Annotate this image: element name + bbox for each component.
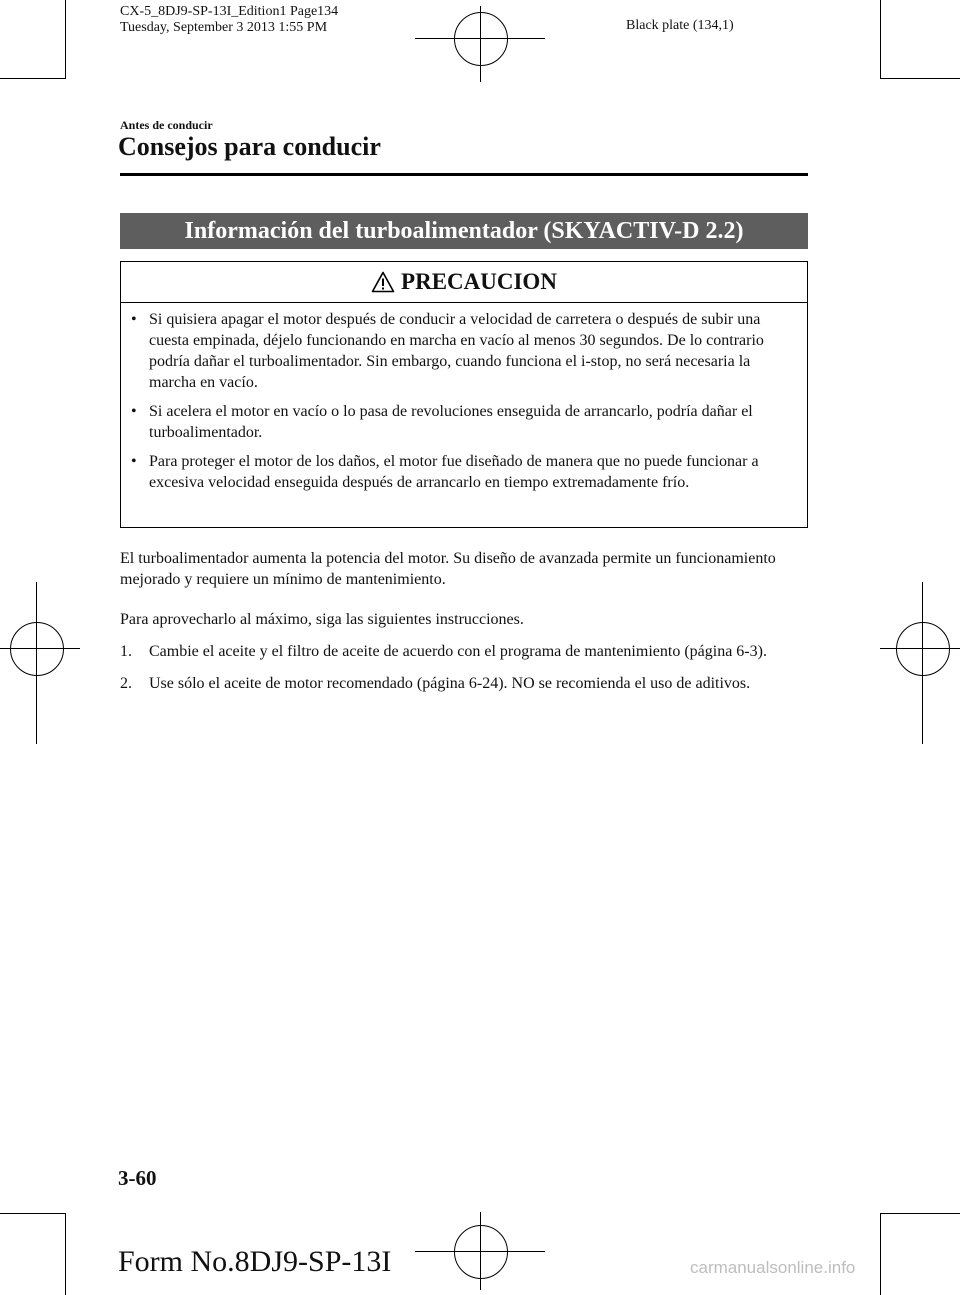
print-meta-line: Tuesday, September 3 2013 1:55 PM: [120, 20, 328, 35]
caution-item-text: Si quisiera apagar el motor después de conducir a velocidad de carretera o después de subir una cuesta empinada, déjelo funcionando en marcha en vacío al menos 30 segundos. De lo contrario podría dañar el turboalimentador. Sin embargo, cuando funciona el i-stop, no será necesaria la marcha en vacío.: [149, 311, 764, 391]
registration-circle: [454, 1225, 508, 1279]
print-metadata: [120, 4, 338, 36]
body-paragraph: El turboalimentador aumenta la potencia del motor. Su diseño de avanzada permite un funcionamiento mejorado y requiere un mínimo de mantenimiento.: [120, 550, 776, 588]
print-meta-line: CX-5_8DJ9-SP-13I_Edition1 Page134: [120, 4, 339, 19]
crop-mark: [0, 1213, 66, 1214]
bullet-icon: •: [131, 403, 137, 420]
crop-mark: [65, 1213, 66, 1295]
warning-triangle-icon: [371, 271, 395, 293]
crop-mark: [880, 1213, 960, 1214]
step-item: [120, 673, 808, 694]
page-heading: Consejos para conducir: [118, 132, 381, 161]
bullet-icon: •: [131, 311, 137, 328]
step-item: [120, 641, 808, 662]
caution-item: [131, 401, 797, 443]
crop-mark: [880, 78, 960, 79]
step-text: Cambie el aceite y el filtro de aceite de acuerdo con el programa de mantenimiento (página 6-3).: [149, 643, 767, 660]
step-number: 2.: [120, 675, 132, 692]
instruction-steps: [120, 641, 808, 705]
registration-circle: [10, 622, 64, 676]
section-kicker: Antes de conducir: [120, 118, 213, 132]
step-text: Use sólo el aceite de motor recomendado (página 6-24). NO se recomienda el uso de aditivos.: [149, 675, 751, 692]
body-paragraph: Para aprovecharlo al máximo, siga las siguientes instrucciones.: [120, 611, 524, 628]
crop-mark: [65, 0, 66, 78]
watermark: carmanualsonline.info: [690, 1258, 856, 1277]
page-number: 3-60: [118, 1166, 157, 1190]
caution-title: PRECAUCION: [401, 269, 557, 294]
crop-mark: [880, 0, 881, 78]
crop-mark: [0, 78, 66, 79]
section-title: Información del turboalimentador (SKYACTIV-D 2.2): [184, 217, 744, 244]
step-number: 1.: [120, 643, 132, 660]
form-number: Form No.8DJ9-SP-13I: [118, 1245, 392, 1278]
registration-circle: [896, 622, 950, 676]
bullet-icon: •: [131, 453, 137, 470]
caution-item-text: Para proteger el motor de los daños, el motor fue diseñado de manera que no puede funcionar a excesiva velocidad enseguida después de arrancarlo en tiempo extremadamente frío.: [149, 453, 759, 491]
caution-box: [120, 261, 808, 528]
caution-item-text: Si acelera el motor en vacío o lo pasa de revoluciones enseguida de arrancarlo, podría dañar el turboalimentador.: [149, 403, 753, 441]
crop-mark: [880, 1213, 881, 1295]
caution-list: [121, 303, 807, 493]
registration-circle: [454, 12, 508, 66]
caution-header: [121, 262, 807, 303]
section-title-bar: [120, 213, 808, 249]
caution-item: [131, 309, 797, 393]
plate-label: Black plate (134,1): [626, 18, 734, 33]
heading-rule: [120, 173, 808, 176]
caution-item: [131, 451, 797, 493]
